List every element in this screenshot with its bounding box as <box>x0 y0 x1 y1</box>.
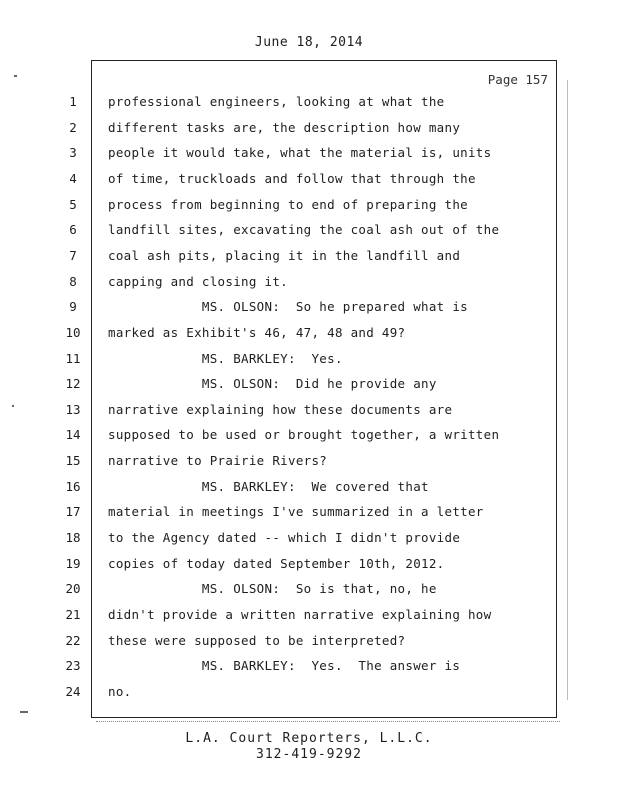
transcript-line <box>0 581 618 601</box>
line-number: 8 <box>69 273 77 289</box>
line-number: 24 <box>65 683 81 699</box>
line-text: of time, truckloads and follow that through the <box>108 170 476 186</box>
transcript-line <box>0 145 618 165</box>
line-text: no. <box>108 683 132 699</box>
line-number: 4 <box>69 170 77 186</box>
transcript-line <box>0 658 618 678</box>
transcript-line <box>0 530 618 550</box>
transcript-line <box>0 248 618 268</box>
line-text: landfill sites, excavating the coal ash out of the <box>108 222 500 238</box>
line-text: supposed to be used or brought together, a written <box>108 427 500 443</box>
transcript-line <box>0 427 618 447</box>
line-text: coal ash pits, placing it in the landfill and <box>108 247 461 263</box>
line-number: 19 <box>65 555 81 571</box>
transcript-line <box>0 120 618 140</box>
line-text: capping and closing it. <box>108 273 288 289</box>
line-text: to the Agency dated -- which I didn't provide <box>108 530 461 546</box>
transcript-line <box>0 299 618 319</box>
line-text: MS. OLSON: Did he provide any <box>108 376 437 392</box>
line-number: 6 <box>69 222 77 238</box>
line-number: 3 <box>69 145 77 161</box>
transcript-line <box>0 556 618 576</box>
line-number: 20 <box>65 581 81 597</box>
line-text: copies of today dated September 10th, 2012. <box>108 555 445 571</box>
line-number: 7 <box>69 247 77 263</box>
line-number: 14 <box>65 427 81 443</box>
line-text: MS. BARKLEY: Yes. The answer is <box>108 658 461 674</box>
line-number: 15 <box>65 453 81 469</box>
transcript-line <box>0 479 618 499</box>
transcript-line <box>0 376 618 396</box>
line-text: process from beginning to end of preparing the <box>108 196 468 212</box>
line-number: 21 <box>65 607 81 622</box>
transcript-line <box>0 274 618 294</box>
line-number: 17 <box>65 504 81 520</box>
transcript-line <box>0 504 618 524</box>
line-text: these were supposed to be interpreted? <box>108 632 406 648</box>
transcript-line <box>0 453 618 473</box>
transcript-line <box>0 222 618 242</box>
line-text: people it would take, what the material is, units <box>108 145 492 161</box>
line-text: didn't provide a written narrative explaining how <box>108 607 492 622</box>
line-number: 12 <box>65 376 81 392</box>
transcript-line <box>0 351 618 371</box>
transcript-line <box>0 171 618 191</box>
frame-shadow <box>96 718 560 722</box>
transcript-line <box>0 684 618 704</box>
line-text: MS. BARKLEY: We covered that <box>108 478 429 494</box>
line-number: 10 <box>65 324 81 340</box>
date-header: June 18, 2014 <box>254 35 364 50</box>
line-text: MS. OLSON: So he prepared what is <box>108 299 468 315</box>
line-number: 11 <box>65 350 81 366</box>
transcript-line <box>0 197 618 217</box>
scan-speck <box>567 80 568 700</box>
page-number: Page 157 <box>487 72 548 87</box>
scan-speck <box>14 75 17 77</box>
line-text: material in meetings I've summarized in a letter <box>108 504 484 520</box>
line-number: 1 <box>69 94 77 109</box>
line-number: 5 <box>69 196 77 212</box>
transcript-line <box>0 607 618 627</box>
line-number: 23 <box>65 658 81 674</box>
line-text: MS. OLSON: So is that, no, he <box>108 581 437 597</box>
scan-speck <box>20 711 28 713</box>
line-number: 9 <box>69 299 77 315</box>
line-text: professional engineers, looking at what the <box>108 94 445 109</box>
transcript-line <box>0 94 618 114</box>
line-number: 13 <box>65 401 81 417</box>
transcript-line <box>0 325 618 345</box>
transcript-line <box>0 633 618 653</box>
line-text: different tasks are, the description how many <box>108 119 461 135</box>
footer-company: L.A. Court Reporters, L.L.C. <box>185 731 433 746</box>
footer-phone: 312-419-9292 <box>256 747 362 762</box>
line-number: 22 <box>65 632 81 648</box>
scan-speck <box>12 405 14 407</box>
line-number: 2 <box>69 119 77 135</box>
transcript-line <box>0 402 618 422</box>
line-text: narrative explaining how these documents are <box>108 401 453 417</box>
line-number: 18 <box>65 530 81 546</box>
line-text: marked as Exhibit's 46, 47, 48 and 49? <box>108 324 406 340</box>
line-text: MS. BARKLEY: Yes. <box>108 350 343 366</box>
line-text: narrative to Prairie Rivers? <box>108 453 328 469</box>
line-number: 16 <box>65 478 81 494</box>
